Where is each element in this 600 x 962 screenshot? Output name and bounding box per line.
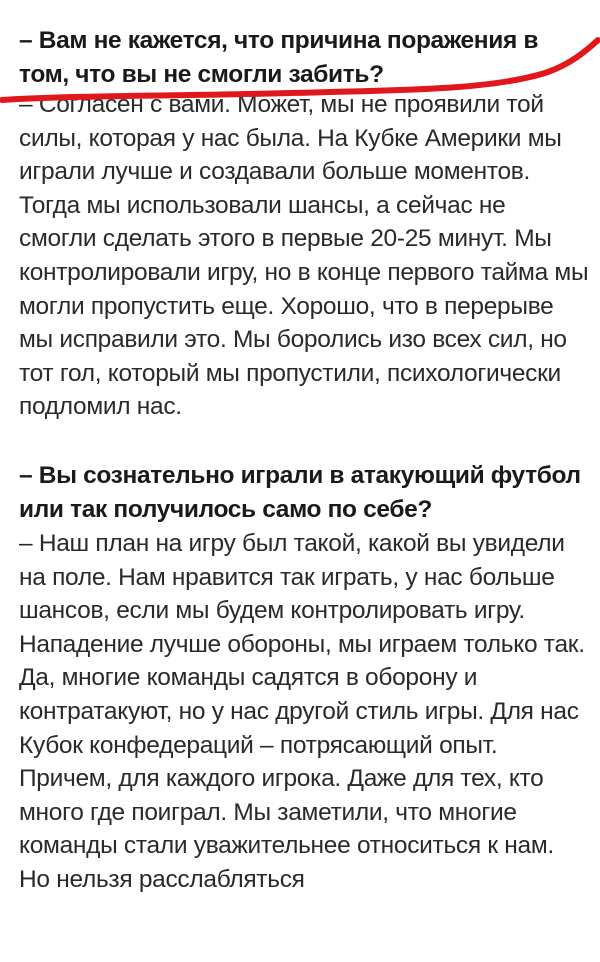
interview-question: – Вам не кажется, что причина поражения в том, что вы не смогли забить?: [19, 27, 539, 88]
interview-answer: – Согласен с вами. Может, мы не проявили той силы, которая у нас была. На Кубке Америки мы играли лучше и создавали больше моментов. Тогда мы использовали шансы, а сейчас не смогли сделать этого в первые 20-25 минут. Мы контролировали игру, но в конце первого тайма мы могли пропустить еще. Хорошо, что в перерыве мы исправили это. Мы боролись изо всех сил, но тот гол, который мы пропустили, психологически подломил нас.: [19, 91, 589, 421]
interview-block: [19, 24, 589, 424]
interview-block: [19, 459, 589, 897]
interview-answer: – Наш план на игру был такой, какой вы увидели на поле. Нам нравится так играть, у нас больше шансов, если мы будем контролировать игру. Нападение лучше обороны, мы играем только так. Да, многие команды садятся в оборону и контратакуют, но у нас другой стиль игры. Для нас Кубок конфедераций – потрясающий опыт. Причем, для каждого игрока. Даже для тех, кто много где поиграл. Мы заметили, что многие команды стали уважительнее относиться к нам. Но нельзя расслабляться: [19, 529, 585, 893]
interview-question: – Вы сознательно играли в атакующий футбол или так получилось само по себе?: [19, 461, 581, 523]
article: [19, 24, 589, 896]
